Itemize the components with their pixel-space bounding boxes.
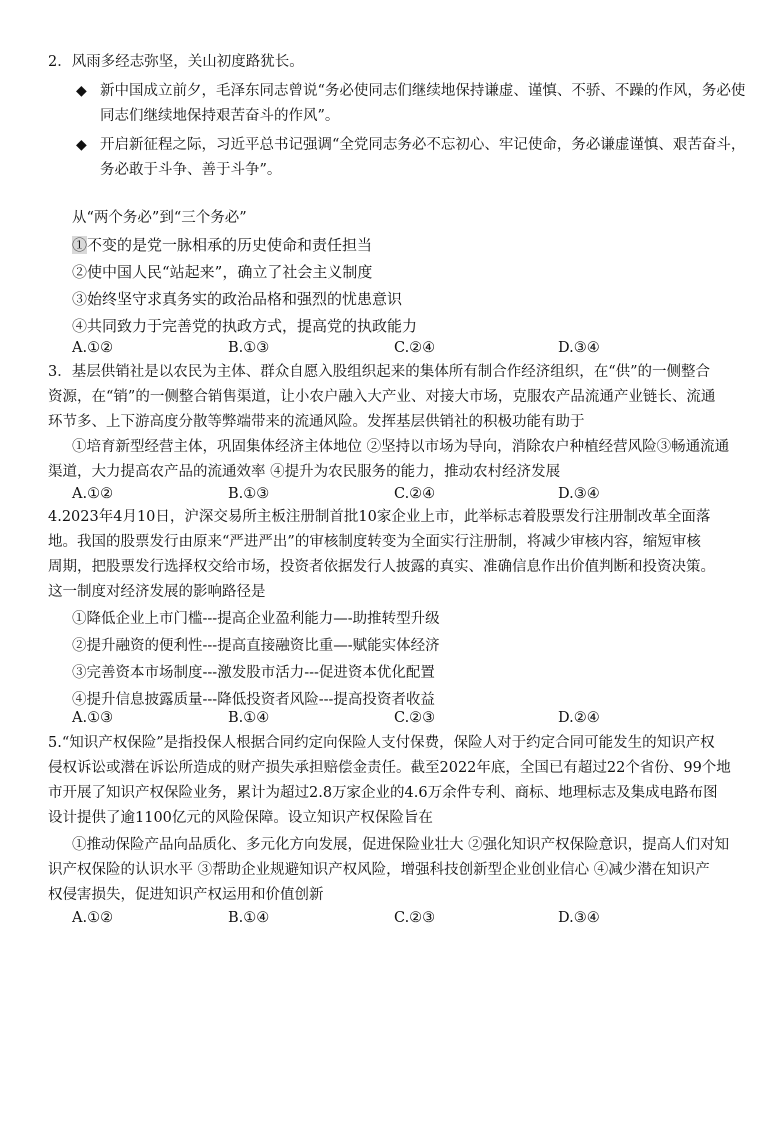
q4-line-2: 地。我国的股票发行由原来“严进严出”的审核制度转变为全面实行注册制，将减少审核内容，缩短审核	[48, 534, 701, 550]
q5-option-d: D.③④	[558, 910, 600, 926]
q3-items-line-1: ①培育新型经营主体，巩固集体经济主体地位 ②坚持以市场为导向，消除农户种植经营风险③畅通流通	[72, 439, 730, 455]
q2-bullet2-line2: 务必敢于斗争、善于斗争”。	[100, 162, 282, 178]
q3-option-a: A.①②	[72, 486, 114, 502]
q2-item-4: ④共同致力于完善党的执政方式，提高党的执政能力	[72, 317, 418, 335]
q2-option-b: B.①③	[228, 340, 270, 356]
q5-line-2: 侵权诉讼或潜在诉讼所造成的财产损失承担赔偿金责任。截至2022年底，全国已有超过22个省份、99个地	[48, 760, 731, 776]
q2-bullet2-line1: 开启新征程之际，习近平总书记强调“全党同志务必不忘初心、牢记使命，务必谦虚谨慎、艰苦奋斗，	[100, 137, 746, 153]
q2-option-d: D.③④	[558, 340, 600, 356]
diamond-bullet-icon: ◆	[76, 137, 87, 153]
q5-line-1: 5.“知识产权保险”是指投保人根据合同约定向保险人支付保费，保险人对于约定合同可能发生的知识产权	[48, 735, 715, 751]
q3-items-line-2: 渠道，大力提高农产品的流通效率 ④提升为农民服务的能力，推动农村经济发展	[48, 464, 561, 480]
q5-option-a: A.①②	[72, 910, 114, 926]
q2-stem: 从“两个务必”到“三个务必”	[72, 210, 247, 226]
q2-item-3: ③始终坚守求真务实的政治品格和强烈的忧患意识	[72, 290, 403, 308]
q5-line-3: 市开展了知识产权保险业务，累计为超过2.8万家企业的4.6万余件专利、商标、地理标志及集成电路布图	[48, 785, 718, 801]
q2-item-2: ②使中国人民“站起来”，确立了社会主义制度	[72, 263, 373, 281]
q2-option-c: C.②④	[394, 340, 436, 356]
q4-option-a: A.①③	[72, 710, 114, 726]
q4-option-b: B.①④	[228, 710, 270, 726]
q2-heading: 2．风雨多经志弥坚，关山初度路犹长。	[48, 54, 304, 70]
q4-item-2: ②提升融资的便利性---提高直接融资比重—-赋能实体经济	[72, 638, 440, 654]
q2-option-a: A.①②	[72, 340, 114, 356]
q5-line-4: 设计提供了逾1100亿元的风险保障。设立知识产权保险旨在	[48, 810, 433, 826]
q3-line-1: 3．基层供销社是以农民为主体、群众自愿入股组织起来的集体所有制合作经济组织，在“供”的一侧整合	[48, 364, 711, 380]
q3-option-d: D.③④	[558, 486, 600, 502]
q5-items-line-1: ①推动保险产品向品质化、多元化方向发展，促进保险业壮大 ②强化知识产权保险意识，提高人们对知	[72, 837, 730, 853]
q4-item-3: ③完善资本市场制度---激发股市活力---促进资本优化配置	[72, 665, 435, 681]
q2-bullet1-line1: 新中国成立前夕，毛泽东同志曾说“务必使同志们继续地保持谦虚、谨慎、不骄、不躁的作风，务必使	[100, 83, 746, 99]
q3-line-3: 环节多、上下游高度分散等弊端带来的流通风险。发挥基层供销社的积极功能有助于	[48, 414, 585, 430]
q4-line-1: 4.2023年4月10日，沪深交易所主板注册制首批10家企业上市，此举标志着股票发行注册制改革全面落	[48, 509, 711, 525]
q5-items-line-3: 权侵害损失，促进知识产权运用和价值创新	[48, 887, 324, 903]
q2-item-1	[72, 235, 372, 255]
q2-item-1-mark: ①	[72, 236, 88, 254]
q3-option-b: B.①③	[228, 486, 270, 502]
q3-line-2: 资源，在“销”的一侧整合销售渠道，让小农户融入大产业、对接大市场，克服农产品流通产业链长、流通	[48, 389, 716, 405]
q3-option-c: C.②④	[394, 486, 436, 502]
q2-item-1-text: 不变的是党一脉相承的历史使命和责任担当	[87, 236, 373, 254]
q4-item-4: ④提升信息披露质量---降低投资者风险---提高投资者收益	[72, 692, 435, 708]
q5-option-b: B.①④	[228, 910, 270, 926]
q5-option-c: C.②③	[394, 910, 436, 926]
q4-option-c: C.②③	[394, 710, 436, 726]
diamond-bullet-icon: ◆	[76, 83, 87, 99]
q4-item-1: ①降低企业上市门槛---提高企业盈利能力—-助推转型升级	[72, 611, 440, 627]
q4-line-3: 周期，把股票发行选择权交给市场，投资者依据发行人披露的真实、准确信息作出价值判断和投资决策。	[48, 559, 715, 575]
q2-bullet1-line2: 同志们继续地保持艰苦奋斗的作风”。	[100, 108, 340, 124]
q4-option-d: D.②④	[558, 710, 600, 726]
q4-line-4: 这一制度对经济发展的影响路径是	[48, 584, 266, 600]
q5-items-line-2: 识产权保险的认识水平 ③帮助企业规避知识产权风险，增强科技创新型企业创业信心 ④减少潜在知识产	[48, 862, 710, 878]
